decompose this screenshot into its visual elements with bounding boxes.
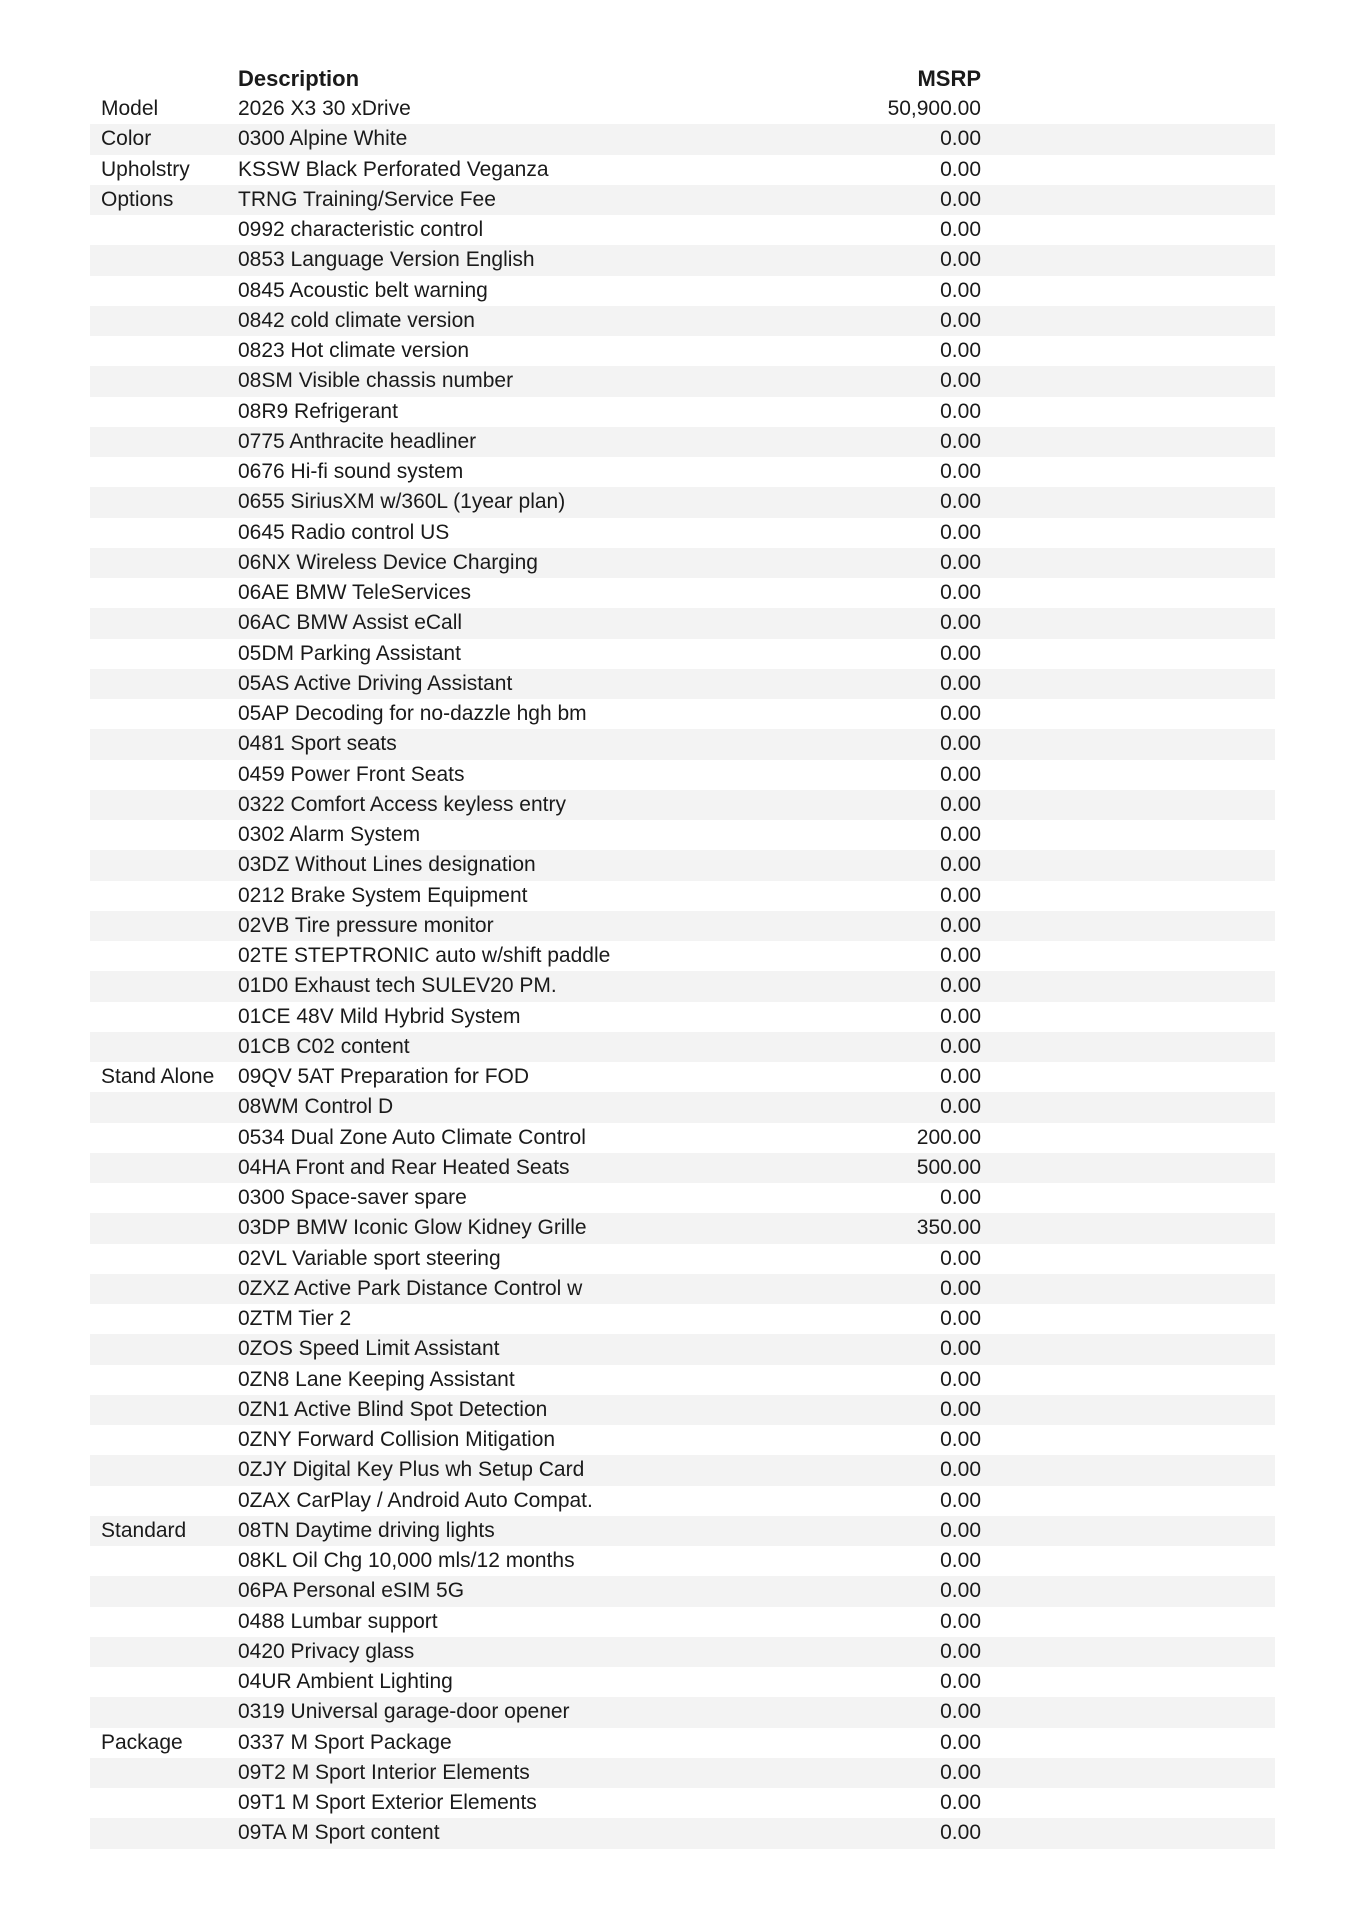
row-price: 0.00 [940,1428,981,1451]
row-description: 0ZJY Digital Key Plus wh Setup Card [238,1458,585,1482]
row-description: 04UR Ambient Lighting [238,1670,453,1693]
table-row [90,760,1275,790]
table-row [90,94,1275,124]
row-price: 0.00 [940,1609,981,1633]
table-row [90,306,1275,336]
row-price: 0.00 [940,581,981,604]
row-price: 0.00 [940,702,981,725]
row-price: 0.00 [940,490,981,514]
row-category: Standard [101,1518,187,1542]
table-row [90,366,1275,396]
table-row [90,971,1275,1001]
table-row [90,1032,1275,1062]
row-price: 0.00 [940,671,981,695]
table-row [90,1637,1275,1667]
row-price: 0.00 [940,611,981,635]
table-row [90,1092,1275,1122]
row-description: 08WM Control D [238,1095,394,1119]
row-price: 0.00 [940,1095,981,1119]
row-category: Model [101,97,159,120]
row-price: 0.00 [940,1730,981,1754]
table-row [90,1546,1275,1576]
table-row [90,608,1275,638]
table-row [90,427,1275,457]
table-header [90,66,1275,94]
row-description: 03DP BMW Iconic Glow Kidney Grille [238,1216,587,1240]
row-description: 02VB Tire pressure monitor [238,913,494,937]
row-price: 0.00 [940,823,981,846]
row-description: 0992 characteristic control [238,218,484,241]
row-price: 0.00 [940,157,981,181]
table-row [90,276,1275,306]
row-price: 0.00 [940,1458,981,1482]
row-category: Stand Alone [101,1065,215,1088]
table-row [90,1516,1275,1546]
row-description: 0ZTM Tier 2 [238,1307,352,1330]
row-price: 0.00 [940,853,981,877]
row-price: 0.00 [940,974,981,998]
row-price: 0.00 [940,1821,981,1845]
table-row [90,245,1275,275]
row-price: 0.00 [940,460,981,483]
row-description: 04HA Front and Rear Heated Seats [238,1155,570,1179]
table-row [90,548,1275,578]
row-description: 0676 Hi-fi sound system [238,460,464,483]
row-description: 0845 Acoustic belt warning [238,278,488,302]
table-row [90,941,1275,971]
table-row [90,1183,1275,1213]
row-description: 01D0 Exhaust tech SULEV20 PM. [238,974,557,998]
table-row [90,124,1275,154]
row-description: 0488 Lumbar support [238,1609,438,1633]
row-description: 0853 Language Version English [238,248,535,272]
row-price: 0.00 [940,550,981,574]
row-price: 0.00 [940,1518,981,1542]
table-row [90,1728,1275,1758]
row-price: 0.00 [940,127,981,151]
row-description: 0ZAX CarPlay / Android Auto Compat. [238,1488,593,1512]
table-row [90,790,1275,820]
row-description: 0481 Sport seats [238,732,397,756]
row-category: Upholstry [101,157,190,181]
table-row [90,1788,1275,1818]
row-description: 01CB C02 content [238,1034,410,1058]
table-row [90,1395,1275,1425]
row-description: 0823 Hot climate version [238,339,470,362]
table-row [90,336,1275,366]
table-row [90,185,1275,215]
table-row [90,487,1275,517]
row-price: 0.00 [940,1307,981,1330]
row-price: 0.00 [940,339,981,362]
row-category: Color [101,127,152,151]
table-row [90,850,1275,880]
msrp-column-header: MSRP [917,66,981,91]
row-description: 01CE 48V Mild Hybrid System [238,1004,521,1028]
table-row [90,215,1275,245]
row-description: 05AP Decoding for no-dazzle hgh bm [238,702,587,725]
row-description: 02VL Variable sport steering [238,1246,501,1270]
row-price: 0.00 [940,732,981,756]
row-price: 200.00 [916,1125,981,1149]
row-price: 0.00 [940,218,981,241]
table-row [90,1425,1275,1455]
row-price: 0.00 [940,762,981,786]
row-price: 0.00 [940,1246,981,1270]
row-description: 0302 Alarm System [238,823,421,846]
table-row [90,1153,1275,1183]
table-row [90,1486,1275,1516]
table-row [90,1576,1275,1606]
row-description: 0ZXZ Active Park Distance Control w [238,1276,583,1300]
table-row [90,1304,1275,1334]
row-description: 08KL Oil Chg 10,000 mls/12 months [238,1549,575,1572]
table-row [90,1607,1275,1637]
row-price: 0.00 [940,1034,981,1058]
table-row [90,881,1275,911]
row-description: 09TA M Sport content [238,1821,440,1845]
row-description: 06AC BMW Assist eCall [238,611,463,635]
row-price: 500.00 [916,1155,981,1179]
options-table [90,94,1275,1849]
row-price: 0.00 [940,1791,981,1814]
table-row [90,1667,1275,1697]
table-row [90,518,1275,548]
row-price: 0.00 [940,1639,981,1663]
row-description: 0337 M Sport Package [238,1730,452,1754]
row-price: 0.00 [940,1276,981,1300]
row-description: 0319 Universal garage-door opener [238,1700,570,1724]
table-row [90,155,1275,185]
row-price: 0.00 [940,1004,981,1028]
table-row [90,639,1275,669]
row-price: 0.00 [940,429,981,453]
row-price: 0.00 [940,1397,981,1421]
row-price: 0.00 [940,399,981,423]
row-price: 0.00 [940,883,981,907]
row-description: 06NX Wireless Device Charging [238,550,538,574]
row-description: 0534 Dual Zone Auto Climate Control [238,1125,586,1149]
row-description: 08TN Daytime driving lights [238,1518,495,1542]
table-row [90,1244,1275,1274]
row-price: 50,900.00 [887,97,981,120]
table-row [90,1213,1275,1243]
row-price: 0.00 [940,1549,981,1572]
description-column-header: Description [238,66,360,91]
row-price: 350.00 [916,1216,981,1240]
row-price: 0.00 [940,1760,981,1784]
row-description: 08R9 Refrigerant [238,399,398,423]
table-row [90,397,1275,427]
row-description: 0ZN1 Active Blind Spot Detection [238,1397,548,1421]
row-price: 0.00 [940,944,981,967]
row-description: KSSW Black Perforated Veganza [238,157,549,181]
row-description: 0ZNY Forward Collision Mitigation [238,1428,556,1451]
table-row [90,1062,1275,1092]
row-price: 0.00 [940,278,981,302]
row-description: 03DZ Without Lines designation [238,853,536,877]
table-row [90,457,1275,487]
row-description: 05AS Active Driving Assistant [238,671,513,695]
row-description: 0420 Privacy glass [238,1639,415,1663]
row-description: 0322 Comfort Access keyless entry [238,792,566,816]
table-row [90,1455,1275,1485]
table-row [90,1123,1275,1153]
row-price: 0.00 [940,1579,981,1603]
row-description: 0300 Space-saver spare [238,1186,467,1209]
row-description: 0655 SiriusXM w/360L (1year plan) [238,490,566,514]
row-description: 06PA Personal eSIM 5G [238,1579,465,1603]
row-description: 0645 Radio control US [238,520,450,544]
row-description: TRNG Training/Service Fee [238,187,496,211]
row-description: 0ZOS Speed Limit Assistant [238,1337,500,1361]
row-price: 0.00 [940,1488,981,1512]
row-price: 0.00 [940,1186,981,1209]
table-row [90,578,1275,608]
row-price: 0.00 [940,1065,981,1088]
row-price: 0.00 [940,1670,981,1693]
row-price: 0.00 [940,520,981,544]
table-row [90,1002,1275,1032]
row-description: 09T1 M Sport Exterior Elements [238,1791,537,1814]
row-category: Package [101,1730,183,1754]
row-price: 0.00 [940,369,981,393]
table-row [90,729,1275,759]
row-description: 08SM Visible chassis number [238,369,514,393]
row-price: 0.00 [940,1337,981,1361]
table-row [90,1334,1275,1364]
table-row [90,1274,1275,1304]
table-row [90,1365,1275,1395]
row-price: 0.00 [940,248,981,272]
row-description: 0212 Brake System Equipment [238,883,528,907]
table-row [90,699,1275,729]
row-category: Options [101,187,174,211]
row-price: 0.00 [940,1367,981,1391]
row-description: 2026 X3 30 xDrive [238,97,411,120]
row-price: 0.00 [940,913,981,937]
table-row [90,911,1275,941]
row-description: 0300 Alpine White [238,127,408,151]
row-price: 0.00 [940,187,981,211]
row-price: 0.00 [940,792,981,816]
row-price: 0.00 [940,641,981,665]
row-description: 0ZN8 Lane Keeping Assistant [238,1367,515,1391]
row-description: 09T2 M Sport Interior Elements [238,1760,530,1784]
row-price: 0.00 [940,1700,981,1724]
row-price: 0.00 [940,308,981,332]
row-description: 02TE STEPTRONIC auto w/shift paddle [238,944,611,967]
row-description: 0842 cold climate version [238,308,475,332]
table-row [90,1697,1275,1727]
table-row [90,669,1275,699]
row-description: 0775 Anthracite headliner [238,429,477,453]
row-description: 09QV 5AT Preparation for FOD [238,1065,530,1088]
row-description: 05DM Parking Assistant [238,641,461,665]
row-description: 06AE BMW TeleServices [238,581,472,604]
table-row [90,1818,1275,1848]
table-row [90,820,1275,850]
row-description: 0459 Power Front Seats [238,762,465,786]
table-row [90,1758,1275,1788]
